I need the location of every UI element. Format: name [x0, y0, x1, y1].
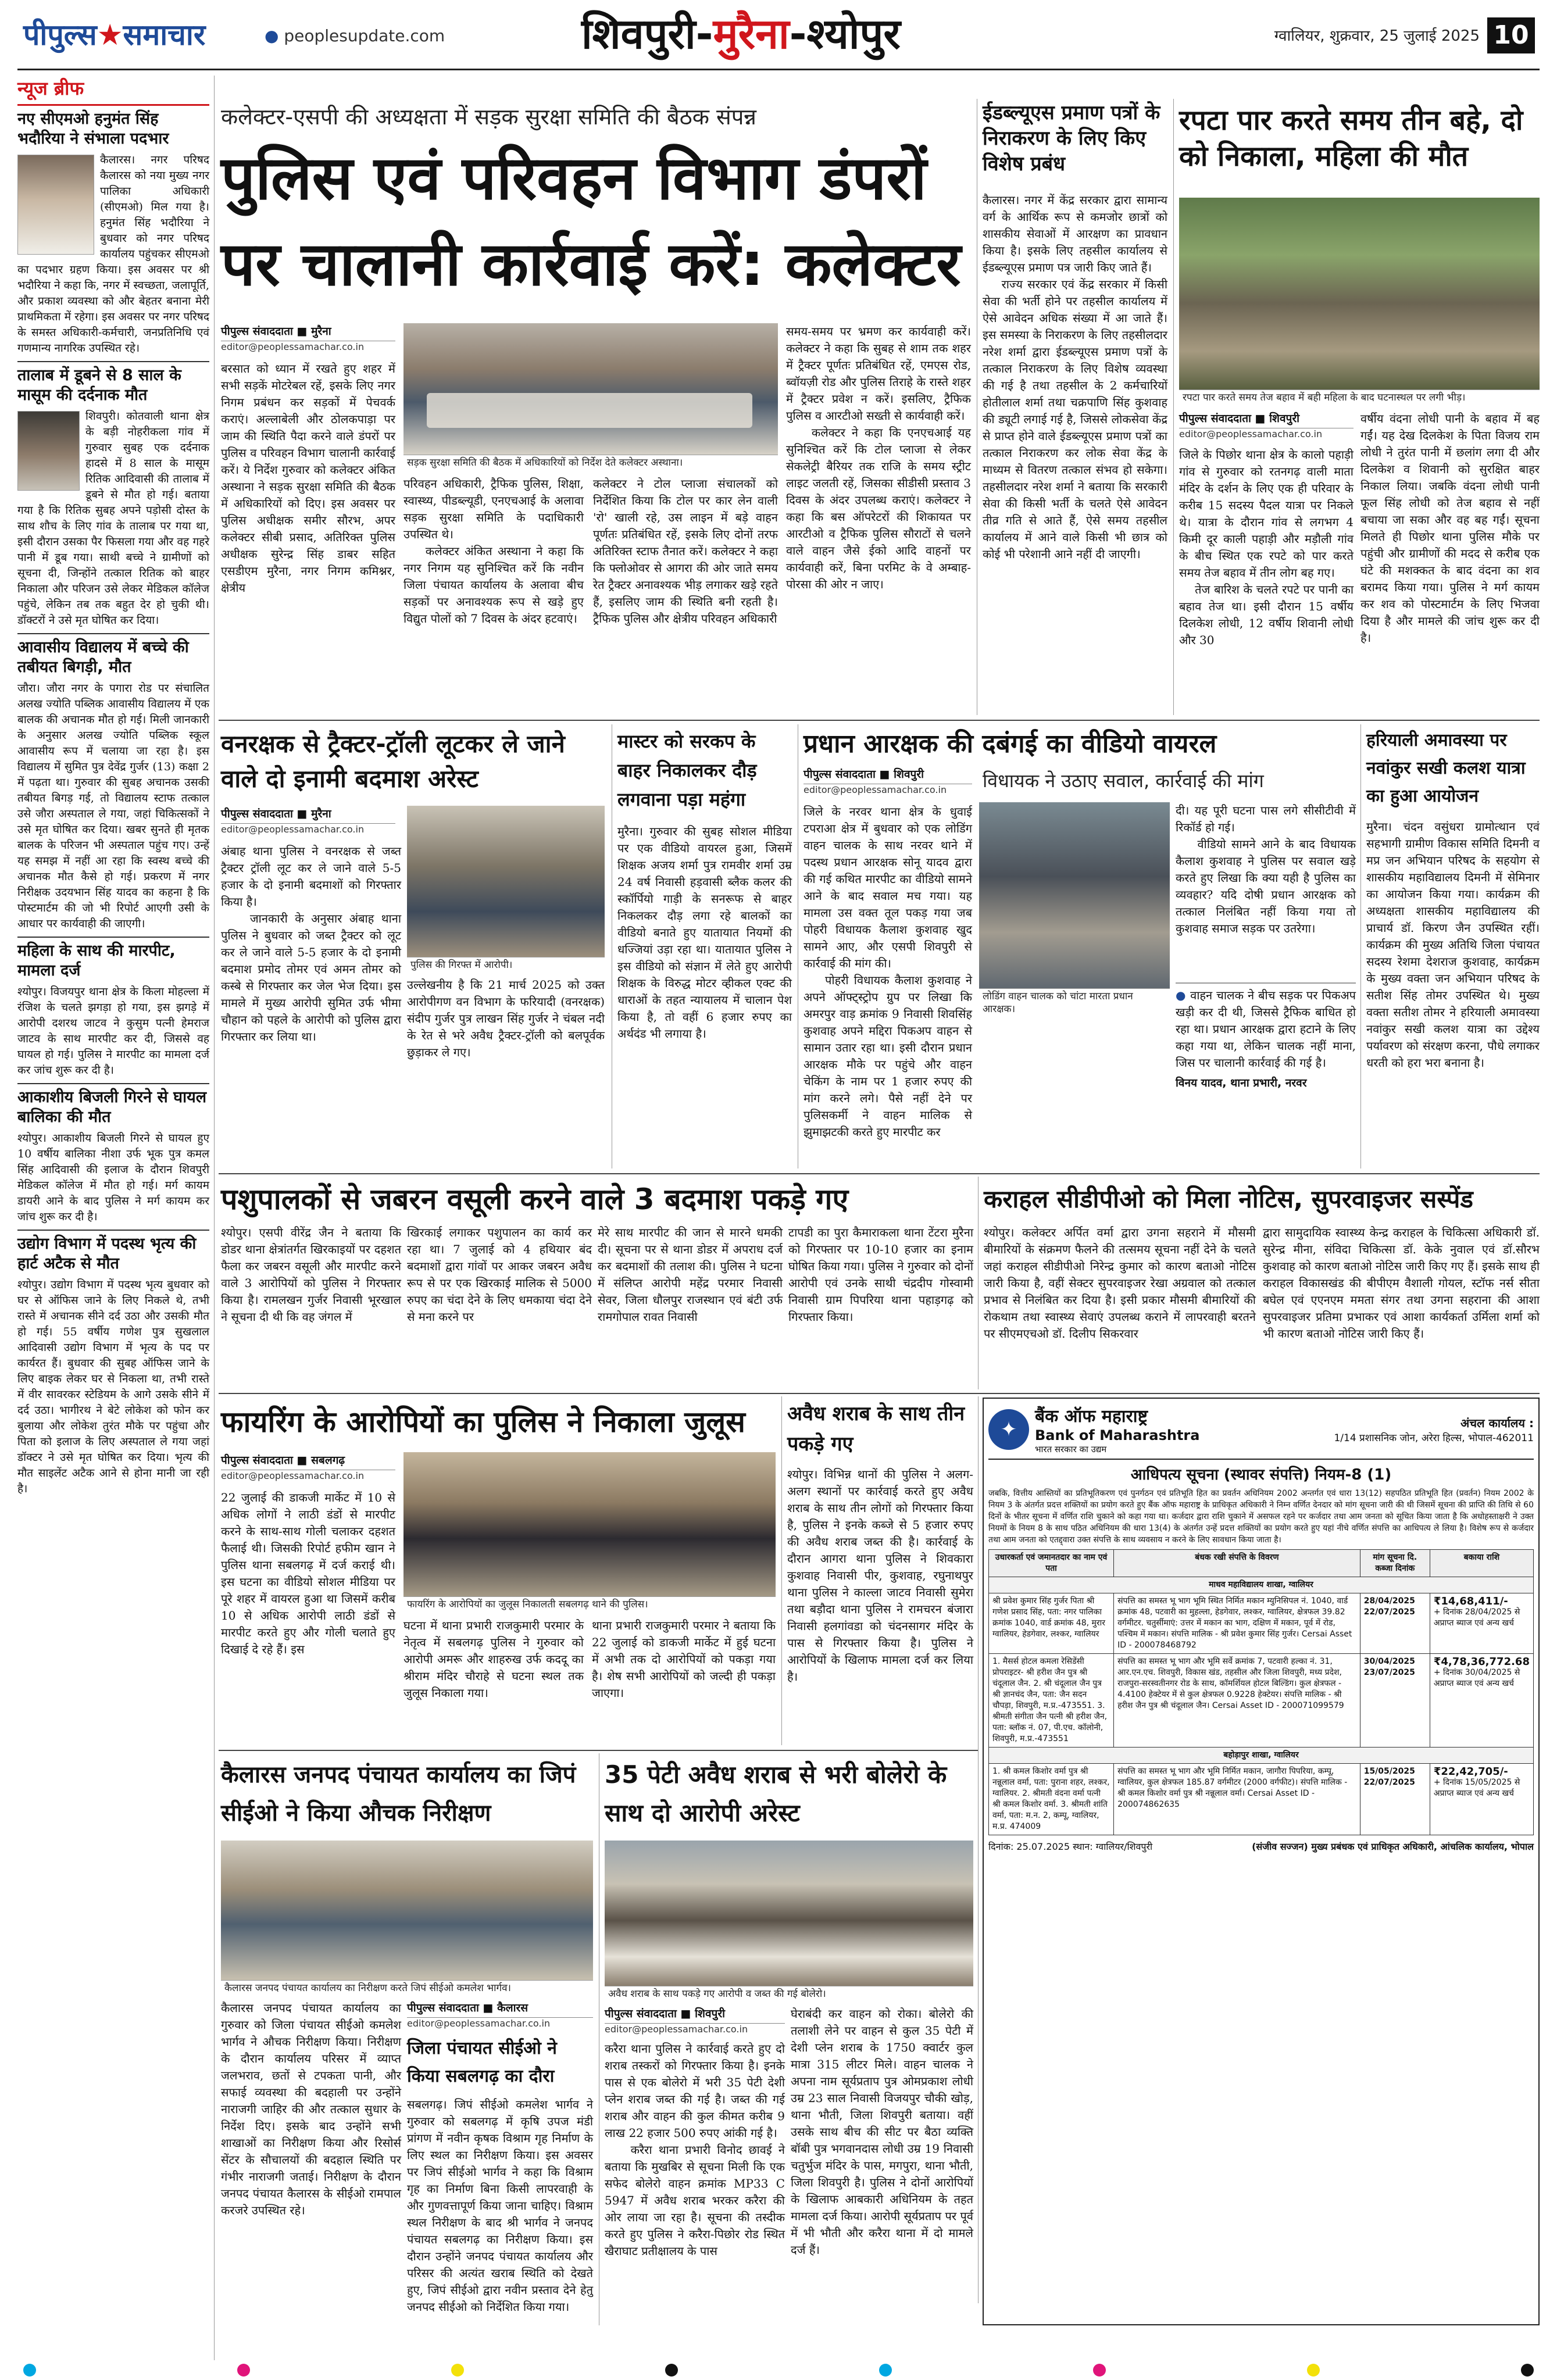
bank-office-label: अंचल कार्यालय :	[1460, 1416, 1534, 1430]
constable-byline-block	[804, 766, 972, 801]
firing-col-3: थाना प्रभारी राजकुमारी परमार ने बताया कि 22 जुलाई को डाकजी मार्केट में हुई घटना में अभी तक दो आरोपियों को पकड़ा गया है। शेष सभी आरोपियों को जल्दी ही पकड़ा जाएगा।	[592, 1618, 780, 1700]
byline: पीपुल्स संवाददाता ■ मुरैना	[221, 323, 395, 341]
brief-body: श्योपुर। उद्योग विभाग में पदस्थ भृत्य बुधवार को घर से ऑफिस जाने के लिए निकले थे, तभी रास्ते में अचानक सीने दर्द उठा और उसकी मौत हो गई। 55 वर्षीय गणेश पुत्र सुखलाल आदिवासी उद्योग विभाग में भृत्य के पद पर कार्यरत हैं। बुधवार की सुबह ऑफिस जाने के लिए बाइक लेकर घर से निकला था, तभी रास्ते में वीर सावरकर स्टेडियम के आगे उसके सीने में दर्द उठा। भागीरथ ने बेटे लोकेश को फोन कर बुलाया और लोकेश तुरंत मौके पर पहुंचा और पिता को इलाज के लिए अस्पताल ले गया जहां डॉक्टर ने उसे मृत घोषित कर दिया। भृत्य की मौत साइलेंट अटैक आने से होना मानी जा रही है।	[17, 1278, 213, 1495]
lead-col-3: कलेक्टर ने टोल प्लाजा संचालकों को निर्देशित किया कि टोल पर कार लेन वाली 'रो' खाली रहे, उस लाइन में बड़े वाहन पूर्णतः प्रतिबंधित रहें, इसके लिए दोनों तरफ अतिरिक्त स्टाफ तैनात करें। कलेक्टर ने कहा कि फ्लोओवर से आगरा की ओर जाते समय रेत ट्रैक्टर अनावश्यक भीड़ लगाकर खड़े रहते हैं, इसलिए जाम की स्थिति बनी रहती है। ट्रैफिक पुलिस और क्षेत्रीय परिवहन अधिकारी	[593, 477, 782, 626]
lead-col-2: परिवहन अधिकारी, ट्रैफिक पुलिस, शिक्षा, स्वास्थ्य, पीडब्ल्यूडी, एनएचआई के अलावा सड़क सुरक्षा समिति के पदाधिकारी उपस्थित थे। कलेक्टर अंकित अस्थाना ने कहा कि नगर निगम यह सुनिश्चित करें कि नवीन जिला पंचायत कार्यालय के अलावा बीच सड़कों पर अनावश्यक रूप से खड़े हुए विद्युत पोलों को 7 दिवस के अंदर हटवाएं।	[403, 477, 584, 626]
liquor-small-divider	[978, 1396, 979, 2303]
byline-email[interactable]: editor@peoplessamachar.co.in	[1179, 428, 1323, 439]
brief-body: श्योपुर। आकाशीय बिजली गिरने से घायल हुए 10 वर्षीय बालिका नीशा उर्फ भूक पुत्र कमल सिंह आदिवासी की इलाज के दौरान शिवपुरी मेडिकल कॉलेज में मौत हो गई। मर्ग कायम डायरी आने के बाद पुलिस ने मर्ग कायम कर जांच शुरू कर दी है।	[17, 1132, 213, 1223]
bank-table	[988, 1549, 1534, 1835]
pashu-col-3: मेरे साथ मारपीट की जान से मारने धमकी दी। सूचना पर से थाना डोडर में अपराध दर्ज कर बदमाशों की तलाश की। पुलिस ने घटना में संलिप्त आरोपी महेंद्र परमार निवासी सेवर, जिला धौलपुर राजस्थान एवं बंटी उर्फ रामगोपाल रावत निवासी	[598, 1225, 787, 1324]
child-photo	[17, 411, 80, 491]
amount-cell	[1430, 1654, 1533, 1748]
brief-body: कैलारस। नगर परिषद कैलारस को नया मुख्य नगर पालिका अधिकारी (सीएमओ) मिल गया है। हनुमंत सिंह भदौरिया ने बुधवार को नगर परिषद कार्यालय पहुंचकर सीएमओ का पदभार ग्रहण किया। इस अवसर पर श्री भदौरिया ने कहा कि, नगर में स्वच्छता, जलापूर्ति, और प्रकाश व्यवस्था को और बेहतर बनाना मेरी प्राथमिकता में रहेगा। इस अवसर पर नगर परिषद के समस्त अधिकारी-कर्मचारी, जनप्रतिनिधि एवं गणमान्य नागरिक उपस्थित रहे।	[17, 153, 213, 355]
vanrakshak-photo-caption: पुलिस की गिरफ्त में आरोपी।	[407, 957, 605, 973]
brand-logo	[23, 16, 267, 53]
page-number: 10	[1487, 17, 1535, 53]
property-cell: संपत्ति का समस्त भू भाग और भूमि सर्वे क्रमांक 7, पटवारी हल्का नं. 31, आर.एन.एच. शिवपुरी, विकास खंड, तहसील और जिला शिवपुरी, मध्य प्रदेश, राजपुरा-सरस्वतीनगर रोड के साथ, कॉमर्शियल होटल बिल्डिंग। कुल क्षेत्रफल - 4.4100 हेक्टेयर में से कुल क्षेत्रफल 0.9228 हेक्टेयर। संपत्ति मालिक - श्री हरीश जैन पुत्र श्री चंदूलाल जैन। Cersai Asset ID - 200071099579	[1114, 1654, 1360, 1748]
brief-body: श्योपुर। विजयपुर थाना क्षेत्र के किला मोहल्ला में रंजिश के चलते झगड़ा हो गया, इस झगड़े में आरोपी दशरथ जाटव ने कुसुम पत्नी हेमराज जाटव के साथ मारपीट कर दी, जिससे वह घायल हो गई। पुलिस ने मारपीट का मामला दर्ज कर जांच शुरू कर दी है।	[17, 985, 213, 1077]
pashu-col-2: खिरकाई लगाकर पशुपालन का कार्य कर रहा था। 7 जुलाई को 4 हथियार बंद बदमाशों द्वारा गांवों पर आकर जबरन अवैध रूप से पर एक खिरकाई मालिक से 5000 रुपए का चंदा देने के लिए धमकाया चंदा देने से मना करने पर	[407, 1225, 596, 1324]
brand-left: पीपुल्स	[23, 18, 97, 52]
borrower-cell: 1. मैसर्स होटल कमला रेसिडेंसी प्रोपराइटर- श्री हरीश जैन पुत्र श्री चंदूलाल जैन. 2. श्री चंदूलाल जैन पुत्र श्री ज्ञानचंद जैन, पता: जैन सदन चौपड़ा, शिवपुरी, म.प्र.-473551. 3. श्रीमती संगीता जैन पत्नी श्री हरीश जैन, पता: ब्लॉक नं. 07, पी.एच. कॉलोनी, शिवपुरी, म.प्र.-473551	[989, 1654, 1114, 1748]
cyan-mark	[23, 2364, 36, 2377]
bank-table-header	[989, 1550, 1534, 1577]
amount-note: + दिनांक 30/04/2025 से अप्राप्त ब्याज एवं अन्य खर्च	[1433, 1668, 1520, 1688]
branch-label: माधव महाविद्यालय शाखा, ग्वालियर	[989, 1577, 1534, 1593]
amount-note: + दिनांक 28/04/2025 से अप्राप्त ब्याज एवं अन्य खर्च	[1433, 1607, 1520, 1628]
yellow-mark	[1307, 2364, 1320, 2377]
lead-photo-caption: सड़क सुरक्षा समिति की बैठक में अधिकारियों को निर्देश देते कलेक्टर अस्थाना।	[403, 455, 778, 471]
brief-item	[17, 937, 213, 1078]
sabalgarh-body: सबलगढ़। जिपं सीईओ कमलेश भार्गव ने गुरुवार को सबलगढ़ में कृषि उपज मंडी प्रांगण में नवीन कृषक विश्राम गृह निर्माण के लिए स्थल का निरीक्षण किया। इस अवसर पर जिपं सीईओ भार्गव ने कहा कि विश्राम गृह का निर्माण बिना किसी लापरवाही के और गुणवत्तापूर्ण किया जाना चाहिए। विश्राम स्थल निरीक्षण के बाद श्री भार्गव ने जनपद पंचायत सबलगढ़ का निरीक्षण किया। इस दौरान उन्होंने जनपद पंचायत कार्यालय और परिसर की अत्यंत खराब स्थिति को देखते हुए, जिपं सीईओ द्वारा नवीन प्रस्ताव देने हेतु जनपद सीईओ को निर्देशित किया गया।	[407, 2097, 597, 2314]
dateline: ग्वालियर, शुक्रवार, 25 जुलाई 2025	[1274, 27, 1480, 45]
firing-photo-caption: फायरिंग के आरोपियों का जुलूस निकालती सबलगढ़ थाने की पुलिस।	[403, 1596, 776, 1613]
constable-side-note	[1176, 982, 1356, 1168]
bolero-col-1: करैरा थाना पुलिस ने कार्रवाई करते हुए दो शराब तस्करों को गिरफ्तार किया है। इनके पास से एक बोलेरो में भरी 35 पेटी देशी प्लेन शराब जब्त की गई है। जब्त की गई शराब और वाहन की कुल कीमत करीब 9 लाख 22 हजार 500 रुपए आंकी गई है। करैरा थाना प्रभारी विनोद छावई ने बताया कि मुखबिर से सूचना मिली कि एक सफेद बोलेरो वाहन क्रमांक MP33 C 5947 में अवैध शराब भरकर करैरा की ओर लाया जा रहा है। सूचना की तस्दीक करते हुए पुलिस ने करैरा-पिछोर रोड स्थित खैराघाट प्रतीक्षालय के पास	[605, 2042, 785, 2258]
bolero-photo	[605, 1841, 973, 1986]
cyan-mark	[879, 2364, 892, 2377]
amount-value: ₹4,78,36,772.68	[1433, 1656, 1530, 1668]
news-brief-label: न्यूज ब्रीफ	[17, 76, 209, 106]
brief-headline: आकाशीय बिजली गिरने से घायल बालिका की मौत	[17, 1088, 207, 1126]
property-cell: संपत्ति का समस्त भू भाग और भूमि निर्मित मकान, जागौरा पिपरिया, कम्पू, ग्वालियर, कुल क्षेत्रफल 185.87 वर्गमीटर (2000 वर्गफीट)। संपत्ति मालिक - श्री कमल किशोर वर्मा पुत्र श्री नन्नूलाल वर्मा। Cersai Asset ID - 200074862635	[1114, 1764, 1360, 1835]
brief-body: जौरा। जौरा नगर के पगारा रोड पर संचालित अलख ज्योति पब्लिक आवासीय विद्यालय में एक बालक की अचानक मौत हो गई। मिली जानकारी के अनुसार अलख ज्योति पब्लिक स्कूल आवासीय रूप में चलाया जा रहा है। इस विद्यालय में सुमित पुत्र देवेंद्र गुर्जर (13) कक्षा 2 में पढ़ता था। गुरुवार की सुबह अचानक उसकी तबीयत बिगड़ गई, तो विद्यालय स्टाफ तत्काल उसे जौरा अस्पताल ले गया, जहां चिकित्सकों ने उसे मृत घोषित कर दिया। खबर सुनते ही मृतक बालक के परिजन भी अस्पताल पहुंच गए। उन्हें यह समझ में नहीं आ रहा कि स्वस्थ बच्चे की अचानक मौत कैसे हो गई। प्रकरण में नगर निरीक्षक उदयभान सिंह यादव का कहना है कि पोस्टमार्टम की जो भी रिपोर्ट आएगी उसी के आधार पर कार्यवाही की जाएगी।	[17, 682, 213, 930]
brief-item	[17, 633, 213, 932]
river-photo	[1179, 198, 1540, 389]
lead-meeting-photo	[403, 323, 778, 455]
section-rule-4	[219, 1750, 978, 1751]
ews-body: कैलारस। नगर में केंद्र सरकार द्वारा सामान्य वर्ग के आर्थिक रूप से कमजोर छात्रों को शासकीय सेवाओं में आरक्षण का प्रावधान किया है। इसके लिए तहसील कार्यालय से ईडब्ल्यूएस प्रमाण पत्र जारी किए जाते हैं। राज्य सरकार एवं केंद्र सरकार में किसी सेवा की भर्ती होने पर तहसील कार्यालय में ऐसे आवेदन अधिक संख्या में आ जाते हैं। इस समस्या के निराकरण के लिए तहसीलदार नरेश शर्मा द्वारा ईडब्ल्यूएस प्रमाण पत्रों के तत्काल निराकरण के लिए विशेष व्यवस्था की गई है तथा तहसील के 2 कर्मचारियों होतीलाल शर्मा तथा चक्रपाणि सिंह कुशवाह की ड्यूटी लगाई गई है, जिससे लोकसेवा केंद्र से प्राप्त होने वाले ईडब्ल्यूएस प्रमाण पत्रों का तत्काल निराकरण कर लोक सेवा केंद्र के माध्यम से वितरण तत्काल संभव हो सकेगा। तहसीलदार नरेश शर्मा ने बताया कि सरकारी सेवा की किसी भर्ती के चलते ऐसे आवेदन तीव्र गति से आते हैं, ऐसे समय तहसील कार्यालय में आने वाले किसी भी छात्र को कोई भी परेशानी आने नहीं दी जाएगी।	[983, 193, 1167, 561]
byline-email[interactable]: editor@peoplessamachar.co.in	[605, 2024, 748, 2035]
yellow-mark	[451, 2364, 464, 2377]
bank-logo-icon: ✦	[988, 1409, 1029, 1450]
news-brief-column	[17, 76, 213, 2360]
karahal-col-2: द्वारा सामुदायिक स्वास्थ्य केन्द्र कराहल के चिकित्सा अधिकारी डॉ. सुरेन्द्र मीना, संविदा चिकित्सा डॉ. केके नुवाल एवं डॉ.सौरभ कुशवाह को कारण बताओ नोटिस जारी किए गए हैं। इसके साथ ही कराहल विकासखंड की बीपीएम वैशाली गोयल, स्टॉफ नर्स सीता बघेल एवं एएनएम ममता संगर तथा उगना सहराना की आशा सुपरवाइजर प्रतिमा प्रभाकर एवं आशा कार्यकर्ता उर्मिला शर्मा को भी कारण बताओ नोटिस जारी किए हैं।	[1263, 1225, 1544, 1341]
karahal-headline: कराहल सीडीपीओ को मिला नोटिस, सुपरवाइजर सस्पेंड	[984, 1185, 1473, 1213]
bank-header	[988, 1403, 1534, 1460]
firing-divider	[781, 1396, 782, 1745]
dates-cell: 28/04/2025 22/07/2025	[1360, 1593, 1430, 1654]
hariyali-headline: हरियाली अमावस्या पर नवांकुर सखी कलश यात्रा का हुआ आयोजन	[1366, 730, 1526, 806]
lead-col-1: बरसात को ध्यान में रखते हुए शहर में सभी सड़कें मोटरेबल रहें, इसके लिए नगर निगम प्रबंधन कर सड़कों में पेचवर्क कराएं। अल्लाबेली और ठोलकपाड़ा पर जाम की स्थिति पैदा करने वाले डंपरों पर पुलिस व परिवहन विभाग चालानी कार्रवाई करें। ये निर्देश गुरुवार को कलेक्टर अंकित अस्थाना ने सड़क सुरक्षा समिति की बैठक में अधिकारियों को दिए। इस अवसर पर पुलिस अधीक्षक समीर सौरभ, अपर कलेक्टर सीबी प्रसाद, अतिरिक्त पुलिस अधीक्षक सुरेन्द्र सिंह डाबर सहित एसडीएम मुरैना, नगर निगम कमिश्नर, क्षेत्रीय	[221, 362, 399, 595]
brief-headline: तालाब में डूबने से 8 साल के मासूम की दर्दनाक मौत	[17, 366, 181, 404]
byline-email[interactable]: editor@peoplessamachar.co.in	[221, 1470, 365, 1481]
kailaras-photo	[221, 1841, 593, 1980]
brief-headline: महिला के साथ की मारपीट, मामला दर्ज	[17, 942, 176, 980]
river-headline: रपटा पार करते समय तीन बहे, दो को निकाला, महिला की मौत	[1179, 104, 1523, 173]
bank-footer	[988, 1840, 1534, 1853]
bank-name-en: Bank of Maharashtra	[1035, 1427, 1200, 1443]
constable-col-2: दी। यह पूरी घटना पास लगे सीसीटीवी में रिकॉर्ड हो गई। वीडियो सामने आने के बाद विधायक कैलाश कुशवाह ने पुलिस पर सवाल खड़े करते हुए लिखा कि क्या यही है पुलिस का व्यवहार? यदि दोषी प्रधान आरक्षक को तत्काल निलंबित नहीं किया गया तो कुशवाह समाज सड़क पर उतरेगा।	[1176, 803, 1356, 935]
black-mark	[1521, 2364, 1534, 2377]
bank-notice	[983, 1398, 1540, 2325]
section-rule-2	[219, 1173, 1540, 1174]
brief-item	[17, 1230, 213, 1497]
col-header: मांग सूचना दि. कब्जा दिनांक	[1360, 1550, 1430, 1577]
hariyali-body: मुरैना। चंदन वसुंधरा ग्रामोत्थान एवं सहभागी ग्रामीण विकास समिति दिमनी व मप्र जन अभियान परिषद के सहयोग से शासकीय महाविद्यालय दिमनी में सेमिनार का आयोजन किया गया। कार्यक्रम की अध्यक्षता शासकीय महाविद्यालय की प्राचार्य डॉ. किरण जैन उपस्थित रहीं। कार्यक्रम की मुख्य अतिथि जिला पंचायत सदस्य रेशमा देशराज कुशवाह, कार्यक्रम के मुख्य वक्ता जन अभियान परिषद के सतीश सिंह तोमर उपस्थित थे। मुख्य वक्ता सतीश तोमर ने हरियाली अमावस्या नवांकुर सखी कलश यात्रा का उद्देश्य पर्यावरण को संरक्षण करना, पौधे लगाकर धरती को हरा भरा बनाना है।	[1366, 820, 1544, 1070]
master-headline: मास्टर को सरकप के बाहर निकालकर दौड़ लगवाना पड़ा महंगा	[617, 730, 757, 810]
title-part-2: मुरैना	[713, 9, 790, 58]
website-text: peoplesupdate.com	[284, 26, 445, 45]
kailaras-byline-block	[407, 2000, 593, 2032]
side-note-text: वाहन चालक ने बीच सड़क पर पिकअप खड़ी कर दी थी, जिससे ट्रैफिक बाधित हो रहा था। प्रधान आरक्षक द्वारा हटाने के लिए कहा गया था, लेकिन चालक नहीं माना, जिस पर चालानी कार्रवाई की गई है।	[1176, 988, 1356, 1070]
magenta-mark	[237, 2364, 250, 2377]
meeting-table	[427, 393, 752, 428]
river-col-2: वर्षीय वंदना लोधी पानी के बहाव में बह गईं। यह देख दिलकेश के पिता विजय राम लोधी ने तुरंत पानी में छलांग लगा दी और दिलकेश व शिवानी को सुरक्षित बाहर निकाल लिया। जबकि वंदना लोधी पानी फूल सिंह लोधी को तेज बहाव से नहीं बचाया जा सका और वह बह गईं। सूचना मिलते ही पिछोर थाना पुलिस मौके पर पहुंची और ग्रामीणों की मदद से करीब एक घंटे की मशक्कत के बाद वंदना का शव बरामद किया गया। पुलिस ने मर्ग कायम कर शव को पोस्टमार्टम के लिए भिजवा दिया है और मामले की जांच शुरू कर दी है।	[1360, 412, 1544, 645]
table-row	[989, 1764, 1534, 1835]
constable-col-1: जिले के नरवर थाना क्षेत्र के धुवाई टपराआ क्षेत्र में बुधवार को एक लोडिंग वाहन चालक के साथ नरवर थाने में पदस्थ प्रधान आरक्षक सोनू यादव द्वारा की गई कथित मारपीट का वीडियो सामने आने के बाद सवाल मच गया। यह मामला उस वक्त तूल पकड़ गया जब पोहरी विधायक कैलाश कुशवाह खुद सामने आए, और एसपी शिवपुरी से कार्रवाई की मांग की। पोहरी विधायक कैलाश कुशवाह ने अपने ऑफ्ट्स्ट्रोप ग्रुप पर लिखा कि अमरपुर वाड़ क्रमांक 9 निवासी शिवसिंह कुशवाह अपने मद्दिरा पिकअप वाहन से सामान उतार रहा था। इसी दौरान प्रधान आरक्षक मौके पर पहुंचे और वाहन चेकिंग के नाम पर 1 हजार रुपए की मांग करने लगे। पैसे नहीं देने पर पुलिसकर्मी ने वाहन मालिक से झुमाझटकी करते हुए मारपीट कर	[804, 805, 972, 1139]
col-header: बकाया राशि	[1430, 1550, 1533, 1577]
master-body: मुरैना। गुरुवार की सुबह सोशल मीडिया पर एक वीडियो वायरल हुआ, जिसमें शिक्षक अजय शर्मा पुत्र रामवीर शर्मा उम्र 24 वर्ष निवासी हड़वासी ब्लैक कलर की स्कॉर्पियो गाड़ी के सनरूफ से बाहर निकलकर दौड़ लगा रहे बालकों का वीडियो बनाते हुए यातायात नियमों की धज्जियां उड़ा रहा था। यातायात पुलिस ने इस वीडियो को संज्ञान में लेते हुए आरोपी शिक्षक के विरुद्ध मोटर व्हीकल एक्ट की धाराओं के तहत न्यायालय में चालान पेश किया है, तो वहीं 6 हजार रुपए का अर्थदंड भी लगाया है।	[617, 824, 796, 1041]
website[interactable]	[265, 24, 451, 48]
constable-divider	[1360, 724, 1361, 1168]
ews-headline: ईडब्ल्यूएस प्रमाण पत्रों के निराकरण के लिए किए विशेष प्रबंध	[983, 101, 1160, 176]
borrower-cell: 1. श्री कमल किशोर वर्मा पुत्र श्री नन्नूलाल वर्मा, पता: पुराना शहर, लश्कर, ग्वालियर. 2. श्रीमती वंदना वर्मा पत्नी श्री कमल किशोर वर्मा. 3. श्रीमती शांति वर्मा, पता: म.न. 2, कम्पू, ग्वालियर, म.प्र. 474009	[989, 1764, 1114, 1835]
table-row	[989, 1593, 1534, 1654]
firing-headline: फायरिंग के आरोपियों का पुलिस ने निकाला जुलूस	[221, 1405, 745, 1439]
brief-item	[17, 1083, 213, 1225]
vanrakshak-byline-block	[221, 806, 395, 841]
byline-email[interactable]: editor@peoplessamachar.co.in	[407, 2018, 551, 2029]
table-row	[989, 1654, 1534, 1748]
river-byline-block	[1179, 410, 1354, 445]
bank-tagline: भारत सरकार का उद्यम	[1035, 1444, 1107, 1455]
bank-place-date: दिनांक: 25.07.2025 स्थान: ग्वालियर/शिवपुरी	[988, 1841, 1153, 1852]
print-color-marks	[0, 2360, 1557, 2380]
masthead-rule	[17, 69, 1540, 70]
byline: पीपुल्स संवाददाता ■ शिवपुरी	[804, 766, 972, 784]
bank-notice-body: जबकि, वित्तीय आस्तियों का प्रतिभूतिकरण एवं पुनर्गठन एवं प्रतिभूति हित का प्रवर्तन अधिनियम 2002 अन्तर्गत एवं धारा 13(12) सहपठित प्रतिभूति हित (प्रवर्तन) नियम 2002 के नियम 3 के अंतर्गत प्रदत्त शक्तियों का प्रयोग करते हुए बैंक ऑफ महाराष्ट्र के प्राधिकृत अधिकारी ने निम्न वर्णित देनदार को मांग सूचना जारी की थी जिसमें सूचना की प्राप्ति की तिथि से 60 दिनों के भीतर सूचना में वर्णित राशि चुकाने को कहा गया था। कर्जदार द्वारा राशि चुकाने में असफल रहने पर कर्जदार तथा आम जनता को सूचित किया जाता है कि अधोहस्ताक्षरी ने उक्त नियमों के नियम 8 के साथ पठित अधिनियम की धारा 13(4) के अंतर्गत उन्हें प्रदत्त शक्तियों का प्रयोग करते हुए यहां नीचे वर्णित संपत्ति का आधिपत्य ले लिया है। विशेष रूप से कर्जदार तथा आम जनता को एतद्द्वारा उक्त संपत्ति के साथ व्यवसाय न करने के लिए सावधान किया जाता है।	[988, 1489, 1534, 1545]
col-header: बंधक रखी संपत्ति के विवरण	[1114, 1550, 1360, 1577]
kailaras-headline: कैलारस जनपद पंचायत कार्यालय का जिपं सीईओ ने किया औचक निरीक्षण	[221, 1761, 576, 1827]
firing-byline-block	[221, 1452, 395, 1487]
masthead	[0, 0, 1557, 69]
byline: पीपुल्स संवाददाता ■ शिवपुरी	[1179, 410, 1354, 428]
pashu-col-1: श्योपुर। एसपी वीरेंद्र जैन ने बताया कि डोडर थाना क्षेत्रांतर्गत खिरकाइयों पर दहशत फैला कर जबरन वसूली और मारपीट करने वाले 3 आरोपियों को पुलिस ने गिरफ्तार किया है। रामलखन गुर्जर निवासी भूरखाल ने सूचना दी थी कि वह जंगल में	[221, 1225, 405, 1324]
firing-col-1: 22 जुलाई की डाकजी मार्केट में 10 से अधिक लोगों ने लाठी डंडों से मारपीट करने के साथ-साथ गोली चलाकर दहशत फैलाई थी। जिसकी रिपोर्ट हफीम खान ने पुलिस थाना सबलगढ़ में दर्ज कराई थी। इस घटना का वीडियो सोशल मीडिया पर पूरे शहर में वायरल हुआ था जिसमें करीब 10 से अधिक आरोपी लाठी डंडों से मारपीट करते हुए और गोली चलाते हुए दिखाई दे रहे हैं। इस	[221, 1491, 399, 1656]
byline-email[interactable]: editor@peoplessamachar.co.in	[221, 824, 365, 835]
side-note-signature: विनय यादव, थाना प्रभारी, नरवर	[1176, 1077, 1307, 1089]
byline-email[interactable]: editor@peoplessamachar.co.in	[804, 784, 947, 795]
branch-row	[989, 1577, 1534, 1593]
cmo-portrait	[17, 155, 94, 255]
pashu-headline: पशुपालकों से जबरन वसूली करने वाले 3 बदमाश पकड़े गए	[221, 1182, 849, 1216]
byline: पीपुल्स संवाददाता ■ मुरैना	[221, 806, 395, 824]
lead-byline-block	[221, 323, 395, 358]
byline: पीपुल्स संवाददाता ■ कैलारस	[407, 2000, 593, 2018]
amount-note: + दिनांक 15/05/2025 से अप्राप्त ब्याज एवं अन्य खर्च	[1433, 1778, 1520, 1798]
ews-divider	[1173, 99, 1174, 715]
byline: पीपुल्स संवाददाता ■ शिवपुरी	[605, 2006, 785, 2024]
pashu-divider	[978, 1177, 979, 1389]
bank-office-address: 1/14 प्रशासनिक जोन, अरेरा हिल्स, भोपाल-462011	[1334, 1432, 1534, 1444]
col-header: उधारकर्ता एवं जमानतदार का नाम एवं पता	[989, 1550, 1114, 1577]
constable-subhead: विधायक ने उठाए सवाल, कार्रवाई की मांग	[983, 770, 1264, 792]
globe-icon: ●	[265, 26, 279, 45]
property-cell: संपत्ति का समस्त भू भाग भूमि स्थित निर्मित मकान म्युनिसिपल नं. 1040, वार्ड क्रमांक 48, पटवारी का मुहल्ला, हेडगेवार, लश्कर, ग्वालियर, क्षेत्रफल 39.82 वर्गमीटर. चतुर्सीमाएं: उत्तर में मकान का भाग, दक्षिण में मकान, पूर्व में रोड, पश्चिम में मकान। संपत्ति मालिक - श्री प्रवेश कुमार सिंह गुर्जर। Cersai Asset ID - 200078468792	[1114, 1593, 1360, 1654]
brand-right: समाचार	[123, 18, 206, 52]
bank-signatory: (संजीव सज्जन) मुख्य प्रबंधक एवं प्राधिकृत अधिकारी, आंचलिक कार्यालय, भोपाल	[1252, 1841, 1534, 1852]
dates-cell: 30/04/2025 23/07/2025	[1360, 1654, 1430, 1748]
amount-cell	[1430, 1593, 1533, 1654]
bolero-photo-caption: अवैध शराब के साथ पकड़े गए आरोपी व जब्त की गई बोलेरो।	[605, 1986, 973, 2002]
brief-headline: नए सीएमओ हनुमंत सिंह भदौरिया ने संभाला पदभार	[17, 110, 169, 148]
constable-photo-caption: लोडिंग वाहन चालक को चांटा मारता प्रधान आरक्षक।	[979, 988, 1170, 1017]
section-rule-3	[219, 1393, 1540, 1394]
karahal-col-1: श्योपुर। कलेक्टर अर्पित वर्मा द्वारा उगना सहराने में मौसमी बीमारियों के संक्रमण फैलने की तत्समय सूचना नहीं देने के चलते जहां कराहल सीडीपीओ निरेन्द्र कुमार को कारण बताओ नोटिस जारी किया है, वहीं सेक्टर सुपरवाइजर रेखा अग्रवाल को तत्काल प्रभाव से निलंबित कर दिया है। इसी प्रकार मौसमी बीमारियों की रोकथाम तथा स्वास्थ्य सेवाएं उपलब्ध कराने में लापरवाही बरतने पर सीएमएचओ डॉ. दिलीप सिकरवार	[984, 1225, 1260, 1341]
vanrakshak-headline: वनरक्षक से ट्रैक्टर-ट्रॉली लूटकर ले जाने वाले दो इनामी बदमाश अरेस्ट	[221, 730, 565, 793]
title-part-3: -श्योपुर	[789, 9, 901, 58]
black-mark	[665, 2364, 678, 2377]
river-col-1: जिले के पिछोर थाना क्षेत्र के कालो पहाड़ी गांव से गुरुवार को रतनगढ़ वाली माता मंदिर के दर्शन के लिए एक ही परिवार के करीब 15 सदस्य पैदल यात्रा पर निकले थे। यात्रा के दौरान गांव से लगभग 4 किमी दूर काली पहाड़ी और मड़ौली गांव के बीच स्थित एक रपटे को पार करते समय तेज बहाव में तीन लोग बह गए। तेज बारिश के चलते रपटे पर पानी का बहाव तेज था। इसी दौरान 15 वर्षीय दिलकेश लोधी, 12 वर्षीय शिवानी लोधी और 30	[1179, 448, 1354, 647]
bullet-icon: ●	[1176, 988, 1187, 1002]
sabalgarh-headline: जिला पंचायत सीईओ ने किया सबलगढ़ का दौरा	[407, 2038, 557, 2086]
byline-email[interactable]: editor@peoplessamachar.co.in	[221, 341, 365, 352]
byline: पीपुल्स संवाददाता ■ सबलगढ़	[221, 1452, 395, 1470]
borrower-cell: श्री प्रवेश कुमार सिंह गुर्जर पिता श्री गणेश प्रसाद सिंह, पता: नगर पालिका क्रमांक 1040, वार्ड क्रमांक 48, मुरार ग्वालियर, हेडगेवार, लश्कर, ग्वालियर	[989, 1593, 1114, 1654]
vanrakshak-col-1: अंबाह थाना पुलिस ने वनरक्षक से जब्त ट्रैक्टर ट्रॉली लूट कर ले जाने वाले 5-5 हजार के दो इनामी बदमाशों को गिरफ्तार किया है। जानकारी के अनुसार अंबाह थाना पुलिस ने बुधवार को जब्त ट्रैक्टर को लूट कर ले जाने वाले 5-5 हजार के दो इनामी बदमाश प्रमोद तोमर एवं अमन तोमर को कस्बे से गिरफ्तार कर जेल भेज दिया। इस मामले में मुख्य आरोपी सुमित उर्फ भीमा चौहान को पहले के आरोपी को पुलिस द्वारा गिरफ्तार कर लिया था।	[221, 844, 401, 1044]
liquor-small-body: श्योपुर। विभिन्न थानों की पुलिस ने अलग-अलग स्थानों पर कार्रवाई करते हुए अवैध शराब के साथ तीन लोगों को गिरफ्तार किया है, पुलिस ने इनके कब्जे से 5 हजार रुपए की अवैध शराब जब्त की है। कार्रवाई के दौरान आगरा थाना पुलिस ने शिवकारा कुशवाह निवासी पीर, कुशवाह, रघुनाथपुर थाना पुलिस ने काल्ला जाटव निवासी सुमेरा तथा बड़ौदा थाना पुलिस ने रामचरन बंजारा निवासी हलगांवडा को चंदनसागर मंदिर के पास से गिरफ्तार किया है। पुलिस ने आरोपियों के खिलाफ मामला दर्ज कर लिया है।	[787, 1467, 977, 1684]
bank-name-hi: बैंक ऑफ महाराष्ट्र	[1035, 1406, 1148, 1427]
brief-item	[17, 109, 213, 356]
amount-value: ₹22,42,705/-	[1433, 1766, 1508, 1778]
branch-row	[989, 1748, 1534, 1764]
river-photo-caption: रपटा पार करते समय तेज बहाव में बही महिला के बाद घटनास्थल पर लगी भीड़।	[1179, 389, 1540, 406]
title-part-1: शिवपुरी-	[581, 9, 713, 58]
firing-col-2: घटना में थाना प्रभारी राजकुमारी परमार के नेतृत्व में सबलगढ़ पुलिस ने गुरुवार को आरोपी अमरू और शाहरुख उर्फ कददू का श्रीराम मंदिर चौराहे से घटना स्थल तक जुलूस निकाला गया।	[403, 1618, 588, 1700]
bolero-headline: 35 पेटी अवैध शराब से भरी बोलेरो के साथ दो आरोपी अरेस्ट	[605, 1760, 947, 1827]
brief-item	[17, 361, 213, 628]
magenta-mark	[1093, 2364, 1106, 2377]
lead-col-4: समय-समय पर भ्रमण कर कार्यवाही करें। कलेक्टर ने कहा कि सुबह से शाम तक शहर में ट्रैक्टर पूर्णतः प्रतिबंधित रहें, एमएस रोड, ब्वॉयज़ी रोड और पुलिस तिराहे के रास्ते शहर में ट्रैक्टर प्रवेश न करें। इसलिए, ट्रैफिक पुलिस व आरटीओ सख्ती से कार्यवाही करें। कलेक्टर ने कहा कि एनएचआई यह सुनिश्चित करें कि टोल प्लाजा से लेकर सेकलेट्री बैरियर तक राजि के समय स्ट्रीट लाइट जलती रहें, जिसका सीडीसी प्रस्ताव 3 दिवस के अंदर उपलब्ध कराएं। कलेक्टर ने कहा कि बस ऑपरेटरों की शिकायत पर आरटीओ व ट्रैफिक पुलिस सौराटों से चलने वाले वाहन जैसे ईको आदि वाहनों पर कार्यवाही करें, बिना परमिट के वे अम्बाह-पोरसा की ओर न जाए।	[786, 324, 971, 591]
brand-star-icon: ★	[97, 18, 123, 52]
page-section-title	[581, 5, 1116, 63]
firing-photo	[403, 1452, 776, 1596]
bank-notice-title: आधिपत्य सूचना (स्थावर संपत्ति) नियम-8 (1)	[1130, 1466, 1392, 1484]
amount-cell	[1430, 1764, 1533, 1835]
pashu-col-4: टापडी का पुरा कैमाराकला थाना टेंटरा मुरैना को गिरफ्तार पर 10-10 हजार का इनाम घोषित किया गया। पुलिस ने गुरुवार को दोनों आरोपी एवं उनके साथी चंद्रदीप गोस्वामी निवासी ग्राम पिपरिया थाना पहाड़गढ़ को गिरफ्तार किया।	[788, 1225, 977, 1324]
kailaras-photo-caption: कैलारस जनपद पंचायत कार्यालय का निरीक्षण करते जिपं सीईओ कमलेश भार्गव।	[221, 1980, 593, 1996]
lead-kicker: कलेक्टर-एसपी की अध्यक्षता में सड़क सुरक्षा समिति की बैठक संपन्न	[221, 104, 756, 130]
constable-headline: प्रधान आरक्षक की दबंगई का वीडियो वायरल	[804, 729, 1217, 759]
bolero-byline-block	[605, 2006, 785, 2038]
brief-divider	[214, 76, 215, 2360]
constable-cctv-photo	[979, 802, 1170, 988]
kailaras-body: कैलारस जनपद पंचायत कार्यालय का गुरुवार को जिला पंचायत सीईओ कमलेश भार्गव ने औचक निरीक्षण किया। निरीक्षण के दौरान कार्यालय परिसर में व्याप्त जलभराव, छतों से टपकता पानी, और सफाई व्यवस्था की बदहाली पर उन्होंने नाराजगी जाहिर की और तत्काल सुधार के निर्देश दिए। इसके बाद उन्होंने सभी शाखाओं का निरीक्षण किया और रिसोर्स सेंटर के सौचालयों की बदहाल स्थिति पर गंभीर नाराजगी जताई। निरीक्षण के दौरान जनपद पंचायत कैलारस के सीईओ रामपाल करजरे उपस्थित रहे।	[221, 2001, 405, 2217]
brief-headline: उद्योग विभाग में पदस्थ भृत्य की हार्ट अटैक से मौत	[17, 1235, 197, 1273]
amount-value: ₹14,68,411/-	[1433, 1595, 1508, 1607]
dates-cell: 15/05/2025 22/07/2025	[1360, 1764, 1430, 1835]
vanrakshak-photo	[407, 806, 605, 957]
section-rule-1	[219, 720, 1540, 721]
bolero-col-2: घेराबंदी कर वाहन को रोका। बोलेरो की तलाशी लेने पर वाहन से कुल 35 पेटी में देशी प्लेन शराब के 1750 क्वार्टर कुल मात्रा 315 लीटर मिले। वाहन चालक ने अपना नाम सूर्यप्रताप पुत्र ओमप्रकाश लोधी उम्र 23 साल निवासी विजयपुर चौकी खोड़, थाना भौती, जिला शिवपुरी बताया। वहीं उसके साथ बीच की सीट पर बैठा व्यक्ति बॉबी पुत्र भगवानदास लोधी उम्र 19 निवासी चतुर्भुज मंदिर के पास, मगपुरा, थाना भौती, जिला शिवपुरी है। पुलिस ने दोनों आरोपियों के खिलाफ आबकारी अधिनियम के तहत मामला दर्ज किया। आरोपी सूर्यप्रताप पर पूर्व में भी भौती और करैरा थाना में दो मामले दर्ज हैं।	[791, 2007, 977, 2257]
brief-headline: आवासीय विद्यालय में बच्चे की तबीयत बिगड़ी, मौत	[17, 638, 189, 676]
brief-body: शिवपुरी। कोतवाली थाना क्षेत्र के बड़ी नोहरीकला गांव में गुरुवार सुबह एक दर्दनाक हादसे में 8 साल के मासूम रितिक आदिवासी की तालाब में डूबने से मौत हो गई। बताया गया है कि रितिक सुबह अपने पड़ोसी दोस्त के साथ शौच के लिए गांव के तालाब पर गया था, इसी दौरान उसका पैर फिसला गया और वह गहरे पानी में डूब गया। साथी बच्चे ने ग्रामीणों को सूचना दी, जिन्होंने तत्काल रितिक को बाहर निकाला और परिजन उसे लेकर मेडिकल कॉलेज पहुंचे, लेकिन तब तक बहुत देर हो चुकी थी। डॉक्टरों ने उसे मृत घोषित कर दिया।	[17, 410, 213, 627]
liquor-small-headline: अवैध शराब के साथ तीन पकड़े गए	[787, 1402, 965, 1456]
lead-headline: पुलिस एवं परिवहन विभाग डंपरों पर चालानी कार्रवाई करें: कलेक्टर	[221, 142, 961, 299]
vanrakshak-col-2: उल्लेखनीय है कि 21 मार्च 2025 को उक्त आरोपीगण वन विभाग के फरियादी (वनरक्षक) संदीप गुर्जर पुत्र लाखन सिंह गुर्जर ने चंबल नदी के रेत से भरे अवैध ट्रैक्टर-ट्रॉली को बलपूर्वक छुड़ाकर ले गए।	[407, 978, 609, 1059]
branch-label: बहोड़ापुर शाखा, ग्वालियर	[989, 1748, 1534, 1764]
